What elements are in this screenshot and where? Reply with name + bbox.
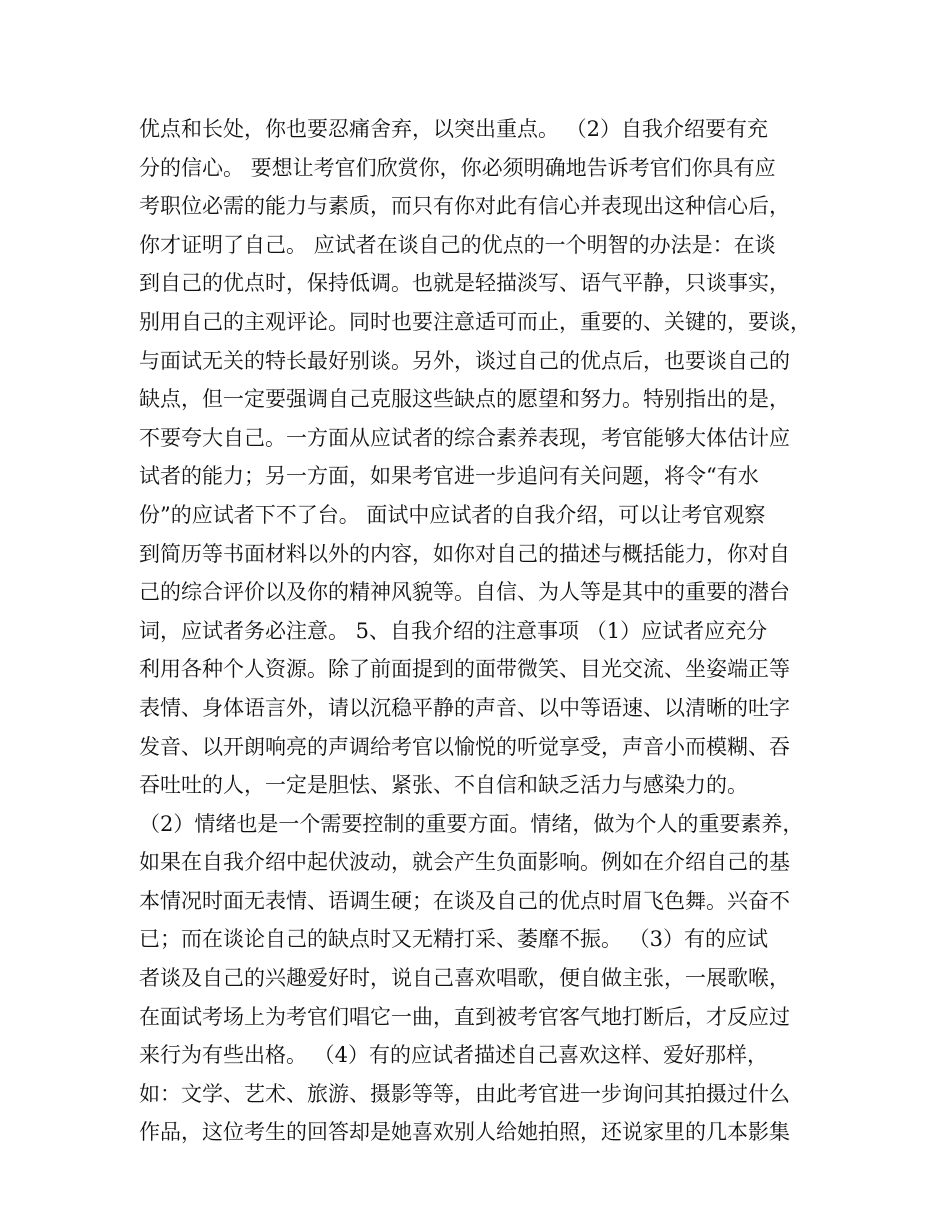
text-line: 如：文学、艺术、旅游、摄影等等，由此考官进一步询问其拍摄过什么 bbox=[139, 1081, 790, 1106]
text-line: 与面试无关的特长最好别谈。另外，谈过自己的优点后，也要谈自己的 bbox=[139, 348, 790, 373]
text-line: 份”的应试者下不了台。 面试中应试者的自我介绍，可以让考官观察 bbox=[139, 502, 766, 527]
text-line: （2）情绪也是一个需要控制的重要方面。情绪，做为个人的重要素养， bbox=[139, 811, 804, 836]
text-line: 别用自己的主观评论。同时也要注意适可而止，重要的、关键的，要谈， bbox=[139, 309, 811, 334]
text-line: 吞吐吐的人，一定是胆怯、紧张、不自信和缺乏活力与感染力的。 bbox=[139, 773, 748, 798]
text-line: 本情况时面无表情、语调生硬；在谈及自己的优点时眉飞色舞。兴奋不 bbox=[139, 888, 790, 913]
text-line: 词，应试者务必注意。 5、自我介绍的注意事项 （1）应试者应充分 bbox=[139, 618, 768, 643]
body-text bbox=[139, 110, 839, 1152]
text-line: 者谈及自己的兴趣爱好时，说自己喜欢唱歌，便自做主张，一展歌喉， bbox=[139, 966, 790, 991]
text-line: 缺点，但一定要强调自己克服这些缺点的愿望和努力。特别指出的是， bbox=[139, 387, 790, 412]
text-line: 己的综合评价以及你的精神风貌等。自信、为人等是其中的重要的潜台 bbox=[139, 580, 790, 605]
text-line: 已；而在谈论自己的缺点时又无精打采、萎靡不振。 （3）有的应试 bbox=[139, 927, 769, 952]
text-line: 你才证明了自己。 应试者在谈自己的优点的一个明智的办法是：在谈 bbox=[139, 232, 776, 257]
text-line: 利用各种个人资源。除了前面提到的面带微笑、目光交流、坐姿端正等 bbox=[139, 657, 790, 682]
text-line: 不要夸大自己。一方面从应试者的综合素养表现，考官能够大体估计应 bbox=[139, 425, 790, 450]
text-line: 分的信心。 要想让考官们欣赏你，你必须明确地告诉考官们你具有应 bbox=[139, 155, 776, 180]
text-line: 作品，这位考生的回答却是她喜欢别人给她拍照，还说家里的几本影集 bbox=[139, 1120, 790, 1145]
text-line: 来行为有些出格。 （4）有的应试者描述自己喜欢这样、爱好那样， bbox=[139, 1043, 769, 1068]
text-line: 到自己的优点时，保持低调。也就是轻描淡写、语气平静，只谈事实， bbox=[139, 271, 790, 296]
text-line: 表情、身体语言外，请以沉稳平静的声音、以中等语速、以清晰的吐字 bbox=[139, 695, 790, 720]
text-line: 考职位必需的能力与素质，而只有你对此有信心并表现出这种信心后， bbox=[139, 194, 790, 219]
text-line: 在面试考场上为考官们唱它一曲，直到被考官客气地打断后，才反应过 bbox=[139, 1004, 790, 1029]
text-line: 到简历等书面材料以外的内容，如你对自己的描述与概括能力，你对自 bbox=[139, 541, 790, 566]
text-line: 发音、以开朗响亮的声调给考官以愉悦的听觉享受，声音小而模糊、吞 bbox=[139, 734, 790, 759]
text-line: 优点和长处，你也要忍痛舍弃，以突出重点。 （2）自我介绍要有充 bbox=[139, 117, 769, 141]
text-line: 试者的能力；另一方面，如果考官进一步追问有关问题，将令“有水 bbox=[139, 464, 759, 489]
text-line: 如果在自我介绍中起伏波动，就会产生负面影响。例如在介绍自己的基 bbox=[139, 850, 790, 875]
